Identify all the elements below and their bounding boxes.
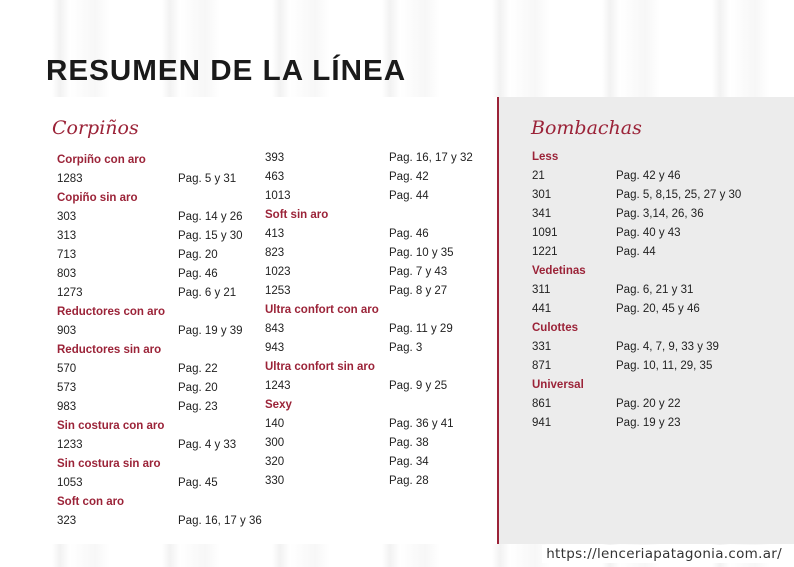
item-code: 573 [57, 382, 77, 394]
item-code: 330 [265, 475, 285, 487]
list-item [532, 414, 782, 433]
item-code: 463 [265, 171, 285, 183]
item-page-ref: Pag. 16, 17 y 36 [178, 515, 262, 527]
list-item [532, 243, 782, 262]
item-code: 1253 [265, 285, 291, 297]
item-code: 320 [265, 456, 285, 468]
list-item [57, 284, 257, 303]
item-page-ref: Pag. 45 [178, 477, 218, 489]
category-heading: Copiño sin aro [57, 192, 138, 204]
item-page-ref: Pag. 9 y 25 [389, 380, 448, 392]
list-item [57, 512, 262, 531]
bombachas-column [532, 148, 782, 433]
item-page-ref: Pag. 20 [178, 382, 218, 394]
category-heading: Universal [532, 379, 584, 391]
item-code: 1221 [532, 246, 558, 258]
item-page-ref: Pag. 5, 8,15, 25, 27 y 30 [616, 189, 742, 201]
category-heading: Corpiño con aro [57, 154, 146, 166]
item-code: 441 [532, 303, 552, 315]
list-item [265, 263, 485, 282]
item-code: 341 [532, 208, 552, 220]
item-page-ref: Pag. 46 [178, 268, 218, 280]
item-code: 300 [265, 437, 285, 449]
item-code: 713 [57, 249, 77, 261]
list-item [532, 224, 782, 243]
category-heading: Less [532, 151, 559, 163]
item-page-ref: Pag. 38 [389, 437, 429, 449]
list-item [265, 339, 485, 358]
list-item [265, 168, 485, 187]
item-page-ref: Pag. 15 y 30 [178, 230, 243, 242]
item-code: 983 [57, 401, 77, 413]
item-page-ref: Pag. 20 y 22 [616, 398, 681, 410]
list-item [532, 167, 782, 186]
category-heading: Sin costura con aro [57, 420, 165, 432]
item-page-ref: Pag. 42 [389, 171, 429, 183]
list-item [532, 186, 782, 205]
item-page-ref: Pag. 8 y 27 [389, 285, 448, 297]
list-item [57, 360, 257, 379]
list-item [265, 225, 485, 244]
page-title: RESUMEN DE LA LÍNEA [46, 55, 407, 87]
item-code: 1091 [532, 227, 558, 239]
item-code: 303 [57, 211, 77, 223]
item-code: 803 [57, 268, 77, 280]
category-heading: Sexy [265, 399, 292, 411]
item-page-ref: Pag. 19 y 39 [178, 325, 243, 337]
item-page-ref: Pag. 11 y 29 [389, 323, 453, 335]
item-page-ref: Pag. 44 [616, 246, 656, 258]
category-heading: Ultra confort con aro [265, 304, 379, 316]
list-item [532, 395, 782, 414]
item-page-ref: Pag. 10, 11, 29, 35 [616, 360, 713, 372]
panel-divider [497, 97, 499, 544]
item-code: 1233 [57, 439, 83, 451]
item-page-ref: Pag. 20, 45 y 46 [616, 303, 700, 315]
item-page-ref: Pag. 40 y 43 [616, 227, 681, 239]
list-item [57, 265, 257, 284]
item-page-ref: Pag. 36 y 41 [389, 418, 454, 430]
item-code: 843 [265, 323, 285, 335]
list-item [265, 282, 485, 301]
item-code: 823 [265, 247, 285, 259]
item-page-ref: Pag. 3,14, 26, 36 [616, 208, 704, 220]
list-item [57, 170, 257, 189]
list-item [57, 379, 257, 398]
item-code: 941 [532, 417, 552, 429]
item-page-ref: Pag. 44 [389, 190, 429, 202]
list-item [57, 322, 257, 341]
item-page-ref: Pag. 4, 7, 9, 33 y 39 [616, 341, 719, 353]
item-page-ref: Pag. 4 y 33 [178, 439, 237, 451]
item-code: 393 [265, 152, 285, 164]
item-code: 1013 [265, 190, 291, 202]
corpinos-column-1 [57, 151, 262, 531]
list-item [532, 338, 782, 357]
item-page-ref: Pag. 19 y 23 [616, 417, 681, 429]
item-code: 323 [57, 515, 77, 527]
item-page-ref: Pag. 14 y 26 [178, 211, 243, 223]
list-item [265, 434, 485, 453]
item-code: 871 [532, 360, 552, 372]
category-heading: Ultra confort sin aro [265, 361, 375, 373]
item-page-ref: Pag. 23 [178, 401, 218, 413]
item-code: 903 [57, 325, 77, 337]
item-page-ref: Pag. 3 [389, 342, 423, 354]
list-item [265, 244, 485, 263]
list-item [265, 453, 485, 472]
item-page-ref: Pag. 22 [178, 363, 218, 375]
list-item [57, 246, 257, 265]
item-page-ref: Pag. 7 y 43 [389, 266, 448, 278]
list-item [532, 281, 782, 300]
category-heading: Reductores con aro [57, 306, 165, 318]
list-item [57, 474, 257, 493]
item-page-ref: Pag. 28 [389, 475, 429, 487]
bombachas-heading: Bombachas [531, 117, 642, 139]
category-heading: Soft sin aro [265, 209, 329, 221]
category-heading: Soft con aro [57, 496, 125, 508]
item-code: 331 [532, 341, 552, 353]
item-page-ref: Pag. 34 [389, 456, 429, 468]
item-code: 1243 [265, 380, 291, 392]
item-code: 1283 [57, 173, 83, 185]
list-item [265, 149, 485, 168]
item-page-ref: Pag. 5 y 31 [178, 173, 237, 185]
item-page-ref: Pag. 20 [178, 249, 218, 261]
list-item [532, 357, 782, 376]
list-item [57, 208, 257, 227]
list-item [265, 472, 485, 491]
corpinos-column-2 [265, 149, 485, 491]
item-code: 140 [265, 418, 285, 430]
category-heading: Vedetinas [532, 265, 586, 277]
list-item [265, 187, 485, 206]
corpinos-heading: Corpiños [52, 117, 139, 139]
item-code: 1053 [57, 477, 83, 489]
website-url[interactable]: https://lenceriapatagonia.com.ar/ [542, 545, 786, 563]
category-heading: Culottes [532, 322, 578, 334]
item-page-ref: Pag. 16, 17 y 32 [389, 152, 473, 164]
item-page-ref: Pag. 10 y 35 [389, 247, 454, 259]
item-code: 21 [532, 170, 545, 182]
item-code: 313 [57, 230, 77, 242]
list-item [265, 377, 485, 396]
item-code: 1023 [265, 266, 291, 278]
category-heading: Sin costura sin aro [57, 458, 161, 470]
category-heading: Reductores sin aro [57, 344, 162, 356]
list-item [532, 205, 782, 224]
item-code: 570 [57, 363, 77, 375]
item-code: 943 [265, 342, 285, 354]
list-item [57, 398, 257, 417]
item-page-ref: Pag. 42 y 46 [616, 170, 681, 182]
item-page-ref: Pag. 6 y 21 [178, 287, 237, 299]
list-item [532, 300, 782, 319]
list-item [265, 320, 485, 339]
item-code: 413 [265, 228, 285, 240]
list-item [57, 227, 257, 246]
item-code: 311 [532, 284, 551, 296]
item-code: 301 [532, 189, 552, 201]
list-item [265, 415, 485, 434]
item-page-ref: Pag. 6, 21 y 31 [616, 284, 694, 296]
item-page-ref: Pag. 46 [389, 228, 429, 240]
item-code: 861 [532, 398, 552, 410]
list-item [57, 436, 257, 455]
item-code: 1273 [57, 287, 83, 299]
